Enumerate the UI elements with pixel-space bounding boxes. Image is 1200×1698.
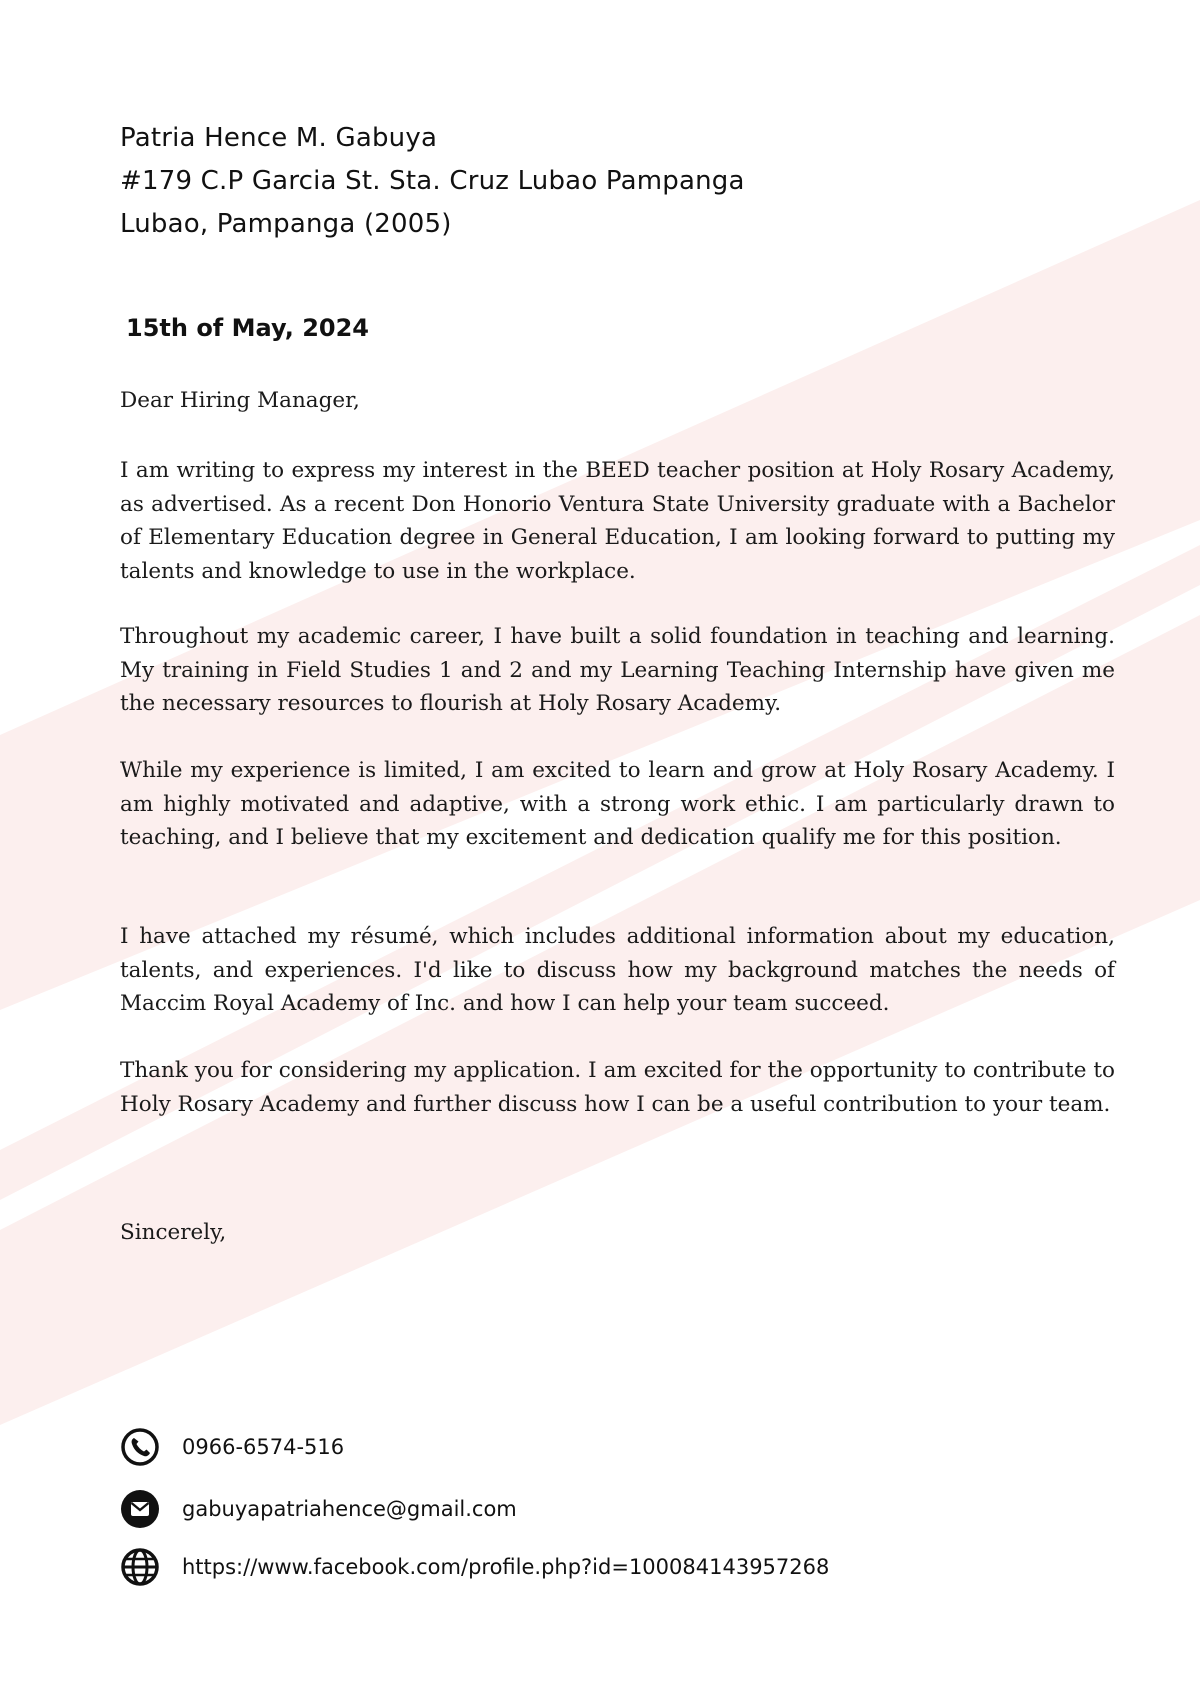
contact-website [120, 1547, 829, 1587]
email-icon [120, 1489, 160, 1529]
phone-number: 0966-6574-516 [182, 1435, 345, 1459]
phone-icon [120, 1427, 160, 1467]
contact-phone [120, 1427, 344, 1467]
sender-block [120, 117, 745, 246]
website-url[interactable]: https://www.facebook.com/profile.php?id=100084143957268 [182, 1555, 830, 1579]
contact-email [120, 1489, 517, 1529]
letter-date: 15th of May, 2024 [126, 314, 369, 342]
paragraph-5: Thank you for considering my application. I am excited for the opportunity to contribute to Holy Rosary Academy and further discuss how I can be a useful contribution to your team. [120, 1058, 1115, 1117]
paragraph-2: Throughout my academic career, I have built a solid foundation in teaching and learning. My training in Field Studies 1 and 2 and my Learning Teaching Internship have given me the necessary resources to flourish at Holy Rosary Academy. [120, 624, 1115, 716]
sender-name: Patria Hence M. Gabuya [120, 123, 438, 153]
paragraph-1: I am writing to express my interest in the BEED teacher position at Holy Rosary Academy, as advertised. As a recent Don Honorio Ventura State University graduate with a Bachelor of Elementary Education degree in General Education, I am looking forward to putting my talents and knowledge to use in the workplace. [120, 458, 1115, 584]
sender-address-line1: #179 C.P Garcia St. Sta. Cruz Lubao Pampanga [120, 166, 745, 196]
closing: Sincerely, [120, 1220, 227, 1245]
email-address[interactable]: gabuyapatriahence@gmail.com [182, 1497, 517, 1521]
paragraph-3: While my experience is limited, I am excited to learn and grow at Holy Rosary Academy. I am highly motivated and adaptive, with a strong work ethic. I am particularly drawn to teaching, and I believe that my excitement and dedication qualify me for this position. [120, 758, 1115, 850]
globe-icon [120, 1547, 160, 1587]
sender-address-line2: Lubao, Pampanga (2005) [120, 209, 452, 239]
salutation: Dear Hiring Manager, [120, 388, 360, 413]
paragraph-4: I have attached my résumé, which includes additional information about my education, talents, and experiences. I'd like to discuss how my background matches the needs of Maccim Royal Academy of Inc. and how I can help your team succeed. [120, 924, 1115, 1016]
